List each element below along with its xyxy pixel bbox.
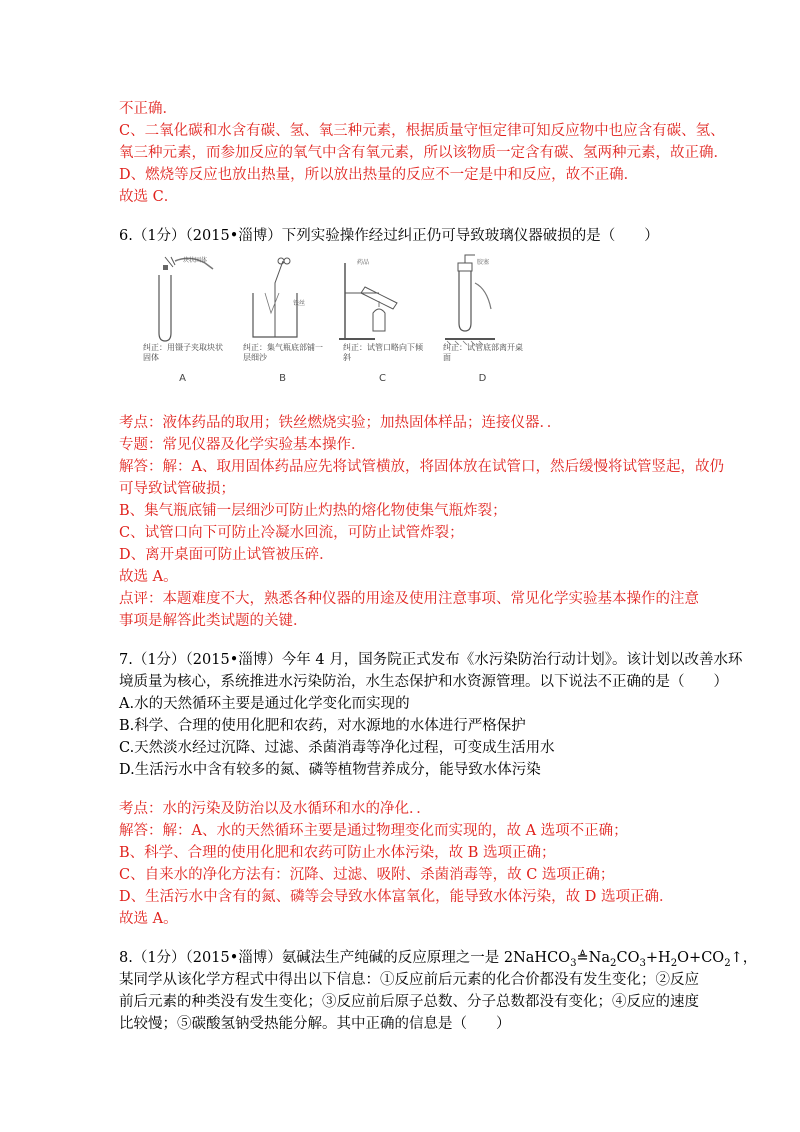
figure-a: [135, 253, 230, 389]
test-tube-tweezers-icon: [135, 253, 230, 345]
q6-answer: 故选 A。: [119, 569, 178, 585]
figure-c-letter: C: [379, 373, 386, 384]
q8-stem-1: 8.（1分）（2015•淄博）氨碱法生产纯碱的反应原理之一是 $2NaHCO_3≜Na_2CO_3+H_2O+CO_2↑$，: [119, 950, 758, 969]
q5-answer-line-4: D、燃烧等反应也放出热量，所以放出热量的反应不一定是中和反应，故不正确．: [119, 167, 639, 183]
q7-option-a: A.水的天然循环主要是通过化学变化而实现的: [119, 696, 410, 712]
heating-test-tube-icon: [335, 253, 430, 345]
figure-b-top-label: 铁丝: [293, 300, 306, 307]
q7-option-d: D.生活污水中含有较多的氮、磷等植物营养成分，能导致水体污染: [119, 762, 541, 778]
q7-kaodian: 考点：水的污染及防治以及水循环和水的净化．．: [119, 801, 431, 817]
q6-figures: [135, 253, 535, 389]
q6-dianping-1: 点评：本题难度不大，熟悉各种仪器的用途及使用注意事项、常见化学实验基本操作的注意: [119, 591, 699, 607]
q5-answer-line-2: C、二氧化碳和水含有碳、氢、氧三种元素，根据质量守恒定律可知反应物中也应含有碳、氢、: [119, 123, 725, 139]
figure-c-caption: 纠正：试管口略向下倾斜: [343, 343, 423, 362]
figure-c: [335, 253, 430, 389]
q5-answer-line-5: 故选 C．: [119, 189, 179, 205]
q7-stem-1: 7.（1分）（2015•淄博）今年 4 月，国务院正式发布《水污染防治行动计划》。该计划以改善水环: [119, 652, 743, 668]
figure-c-top-label: 药品: [357, 259, 370, 266]
q6-kaodian: 考点：液体药品的取用；铁丝燃烧实验；加热固体样品；连接仪器．．: [119, 415, 562, 431]
figure-a-caption: 纠正：用镊子夹取块状固体: [143, 343, 223, 362]
figure-b-caption: 纠正：集气瓶底部铺一层细沙: [243, 343, 323, 362]
q6-zhuanti: 专题：常见仪器及化学实验基本操作．: [119, 437, 366, 453]
q8-stem-2: 某同学从该化学方程式中得出以下信息：①反应前后元素的化合价都没有发生变化；②反应: [119, 972, 699, 988]
figure-d-caption: 纠正：试管底部离开桌面: [443, 343, 523, 362]
q6-dianping-2: 事项是解答此类试题的关键．: [119, 613, 308, 629]
figure-d: [435, 253, 530, 389]
figure-b: [235, 253, 330, 389]
q6-option-c-explain: C、试管口向下可防止冷凝水回流，可防止试管炸裂；: [119, 525, 464, 541]
q6-option-d-explain: D、离开桌面可防止试管被压碎．: [119, 547, 334, 563]
q6-option-b-explain: B、集气瓶底铺一层细沙可防止灼热的熔化物使集气瓶炸裂；: [119, 503, 507, 519]
q7-option-d-explain: D、生活污水中含有的氮、磷等会导致水体富氧化，能导致水体污染，故 D 选项正确．: [119, 889, 674, 905]
figure-d-top-label: 胶塞: [477, 259, 490, 266]
q5-answer-line-3: 氧三种元素，而参加反应的氧气中含有氧元素，所以该物质一定含有碳、氢两种元素，故正确．: [119, 145, 728, 161]
q6-stem: 6.（1分）（2015•淄博）下列实验操作经过纠正仍可导致玻璃仪器破损的是（ ）: [119, 228, 659, 244]
q7-jieda: 解答：解：A、水的天然循环主要是通过物理变化而实现的，故 A 选项不正确；: [119, 823, 628, 839]
stopper-test-tube-icon: [435, 253, 530, 345]
q8-stem-3: 前后元素的种类没有发生变化；③反应前后原子总数、分子总数都没有变化；④反应的速度: [119, 994, 699, 1010]
q7-option-b-explain: B、科学、合理的使用化肥和农药可防止水体污染，故 B 选项正确；: [119, 845, 556, 861]
gas-jar-iron-wire-icon: [235, 253, 330, 345]
q7-answer: 故选 A。: [119, 911, 178, 927]
figure-d-letter: D: [478, 373, 487, 384]
q7-option-c: C.天然淡水经过沉降、过滤、杀菌消毒等净化过程，可变成生活用水: [119, 740, 555, 756]
q8-stem-4: 比较慢；⑤碳酸氢钠受热能分解。其中正确的信息是（ ）: [119, 1016, 511, 1032]
q5-answer-line-1: 不正确．: [119, 101, 177, 117]
q7-option-c-explain: C、自来水的净化方法有：沉降、过滤、吸附、杀菌消毒等，故 C 选项正确；: [119, 867, 615, 883]
figure-a-top-label: 块状固体: [183, 257, 208, 264]
figure-b-letter: B: [279, 373, 286, 384]
q6-jieda-1: 解答：解：A、取用固体药品应先将试管横放，将固体放在试管口，然后缓慢将试管竖起，故仍: [119, 459, 724, 475]
q7-option-b: B.科学、合理的使用化肥和农药，对水源地的水体进行严格保护: [119, 718, 526, 734]
figure-a-letter: A: [179, 373, 186, 384]
q7-stem-2: 境质量为核心，系统推进水污染防治，水生态保护和水资源管理。以下说法不正确的是（ ）: [119, 674, 728, 690]
q6-jieda-2: 可导致试管破损；: [119, 481, 235, 497]
